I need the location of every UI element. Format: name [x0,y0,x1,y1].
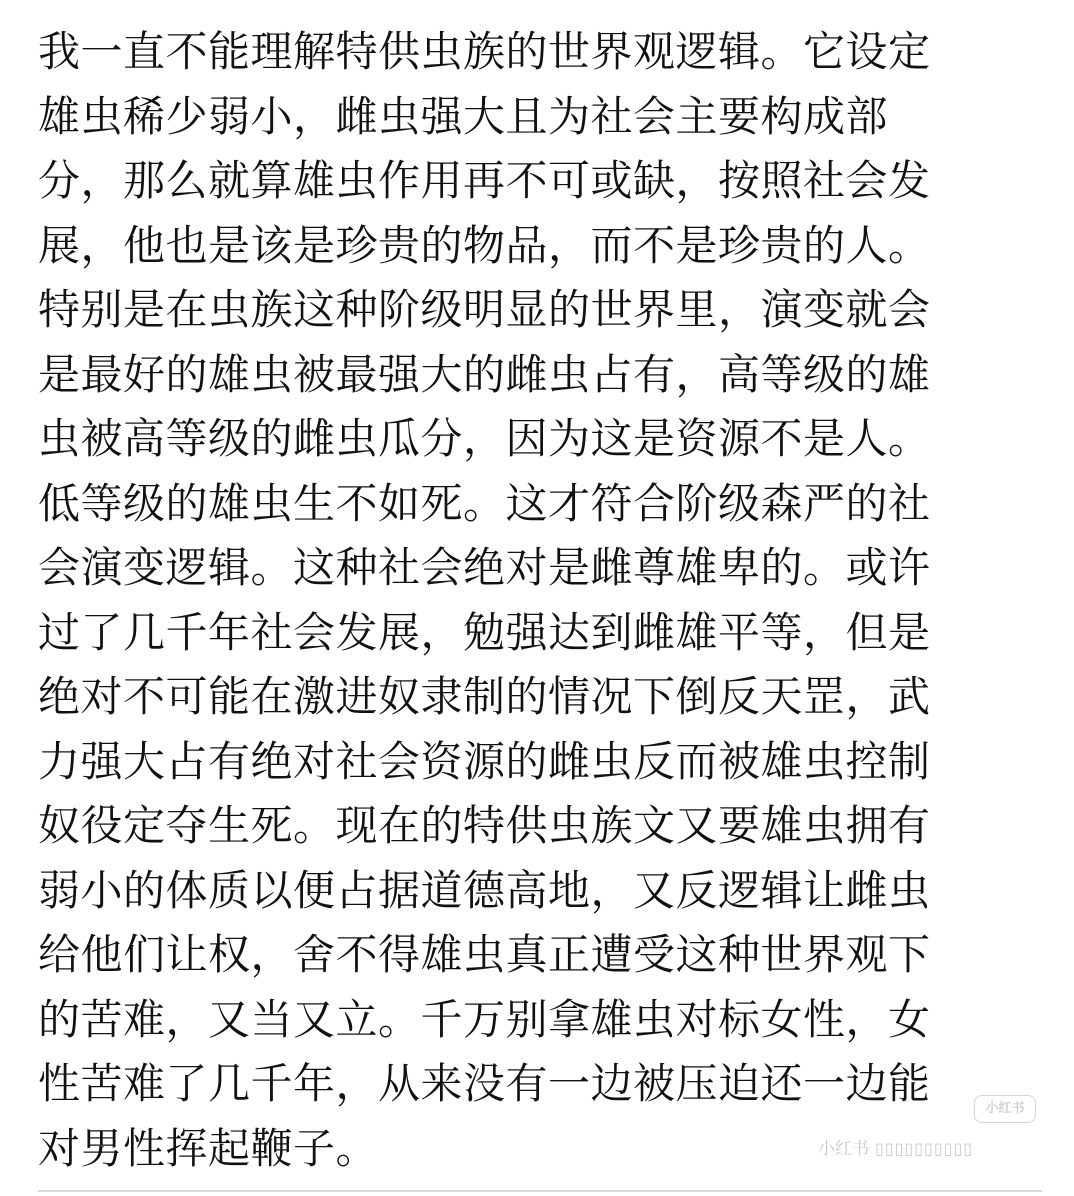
text-line-16: 的苦难，又当又立。千万别拿雄虫对标女性，女 [38,994,931,1044]
text-line-10: 过了几千年社会发展，勉强达到雌雄平等，但是 [38,607,931,657]
text-line-7: 虫被高等级的雌虫瓜分，因为这是资源不是人。 [38,414,931,463]
text-line-18: 对男性挥起鞭子。 [38,1123,379,1173]
text-line-8: 低等级的雄虫生不如死。这才符合阶级森严的社 [38,478,931,528]
text-line-14: 弱小的体质以便占据道德高地，又反逻辑让雌虫 [38,865,931,915]
text-line-4: 展，他也是该是珍贵的物品，而不是珍贵的人。 [38,220,931,270]
text-line-3: 分，那么就算雄虫作用再不可或缺，按照社会发 [38,156,931,205]
watermark [818,1138,973,1160]
note-body-text [38,20,1048,1181]
text-line-12: 力强大占有绝对社会资源的雌虫反而被雄虫控制 [38,736,931,786]
text-line-5: 特别是在虫族这种阶级明显的世界里，演变就会 [38,285,931,334]
text-line-15: 给他们让权，舍不得雄虫真正遭受这种世界观下 [38,930,931,979]
text-line-11: 绝对不可能在激进奴隶制的情况下倒反天罡，武 [38,672,931,721]
watermark-user-id: ▯▯▯▯▯▯▯▯▯▯ [875,1139,974,1158]
watermark-badge: 小红书 [974,1095,1036,1123]
bottom-divider [38,1190,1042,1192]
text-line-1: 我一直不能理解特供虫族的世界观逻辑。它设定 [38,27,931,76]
watermark-brand: 小红书 [818,1139,869,1159]
text-line-13: 奴役定夺生死。现在的特供虫族文又要雄虫拥有 [38,801,931,850]
text-line-2: 雄虫稀少弱小，雌虫强大且为社会主要构成部 [38,91,889,141]
text-line-6: 是最好的雄虫被最强大的雌虫占有，高等级的雄 [38,349,931,399]
text-line-9: 会演变逻辑。这种社会绝对是雌尊雄卑的。或许 [38,543,931,592]
text-line-17: 性苦难了几千年，从来没有一边被压迫还一边能 [38,1059,931,1108]
